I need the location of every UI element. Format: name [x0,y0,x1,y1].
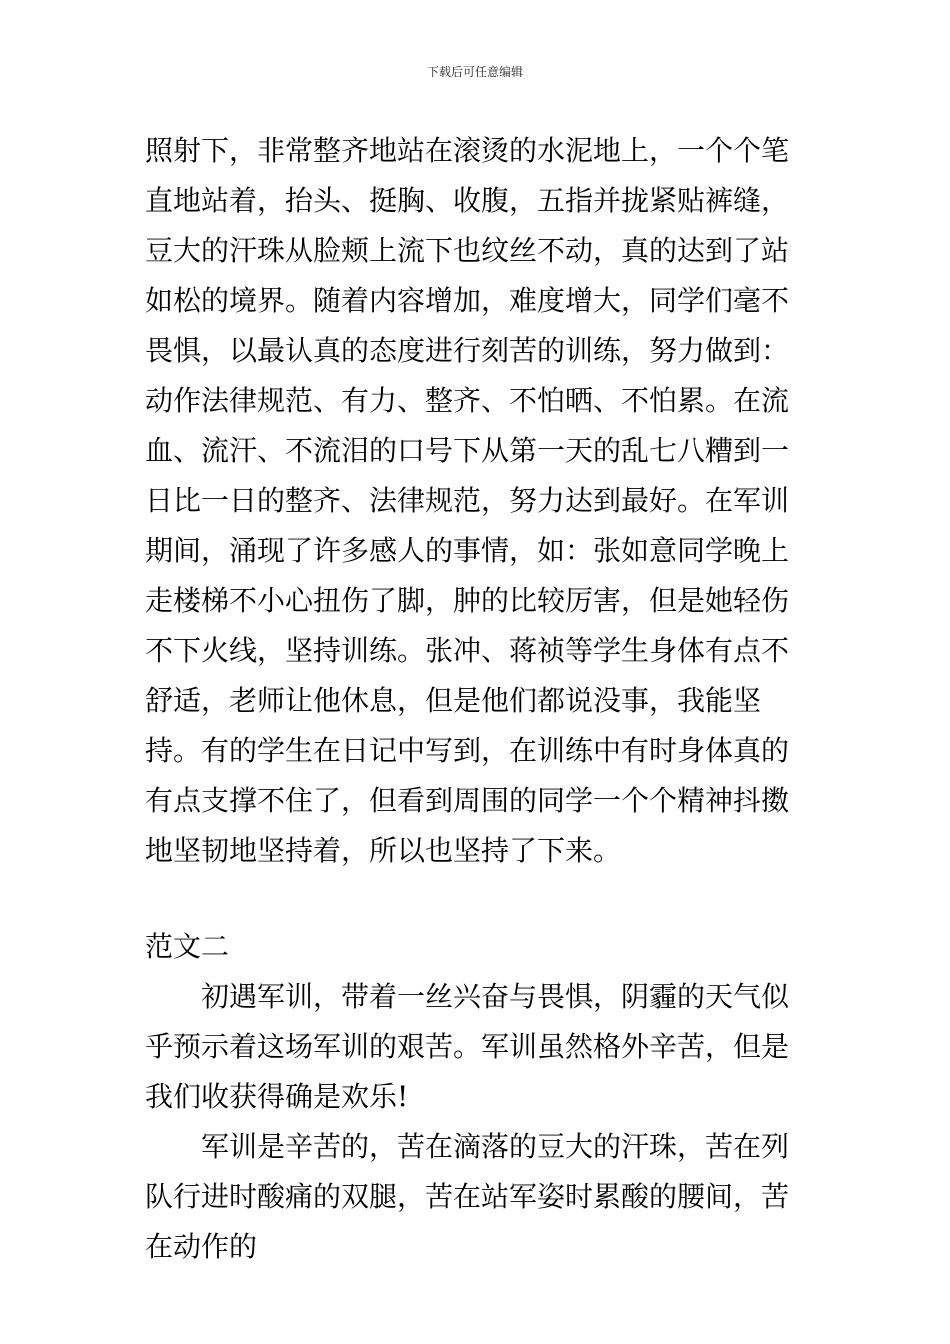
section-heading: 范文二 [145,930,230,963]
body-paragraph-1: 照射下，非常整齐地站在滚烫的水泥地上，一个个笔直地站着，抬头、挺胸、收腹，五指并拢紧贴裤缝，豆大的汗珠从脸颊上流下也纹丝不动，真的达到了站如松的境界。随着内容增加，难度增大，同学们毫不畏惧，以最认真的态度进行刻苦的训练，努力做到：动作法律规范、有力、整齐、不怕晒、不怕累。在流血、流汗、不流泪的口号下从第一天的乱七八糟到一日比一日的整齐、法律规范，努力达到最好。在军训期间，涌现了许多感人的事情，如：张如意同学晚上走楼梯不小心扭伤了脚，肿的比较厉害，但是她轻伤不下火线，坚持训练。张冲、蒋祯等学生身体有点不舒适，老师让他休息，但是他们都说没事，我能坚持。有的学生在日记中写到，在训练中有时身体真的有点支撑不住了，但看到周围的同学一个个精神抖擞地坚韧地坚持着，所以也坚持了下来。 [145,134,790,867]
body-paragraph-3: 军训是辛苦的，苦在滴落的豆大的汗珠，苦在列队行进时酸痛的双腿，苦在站军姿时累酸的腰间，苦在动作的 [145,1130,790,1263]
page-header: 下载后可任意编辑 [426,65,523,79]
body-paragraph-2: 初遇军训，带着一丝兴奋与畏惧，阴霾的天气似乎预示着这场军训的艰苦。军训虽然格外辛苦，但是我们收获得确是欢乐! [145,980,790,1113]
